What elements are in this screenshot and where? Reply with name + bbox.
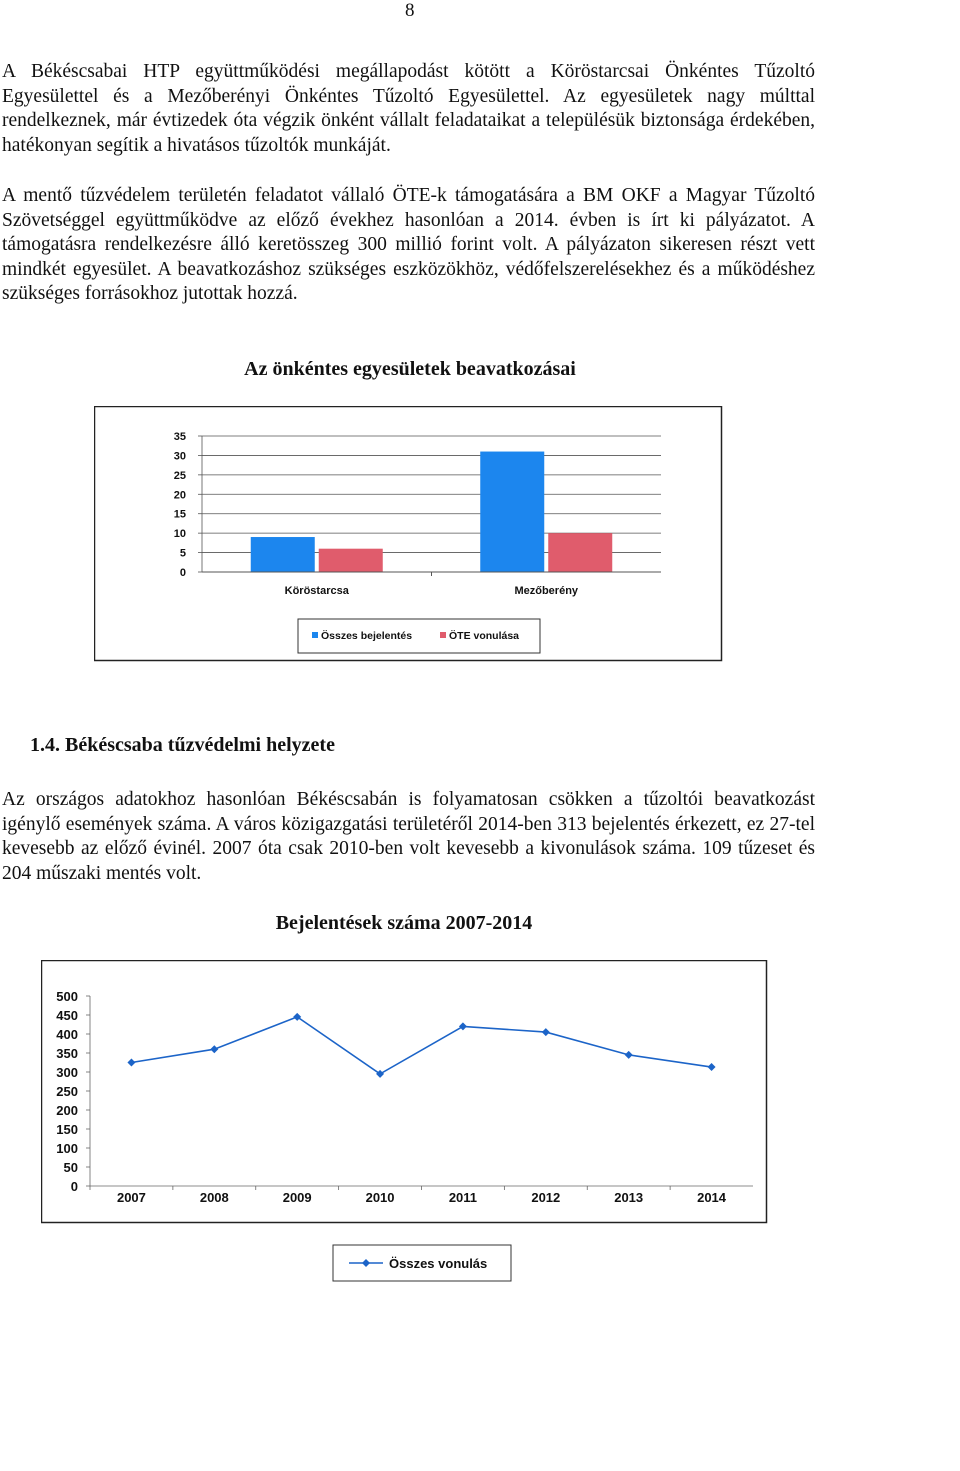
x-tick-label: Mezőberény [514, 585, 579, 597]
bar [319, 549, 383, 572]
line-chart-frame [42, 961, 767, 1223]
y-tick-label: 25 [173, 469, 186, 482]
y-tick-label: 30 [173, 450, 186, 463]
legend-swatch [440, 632, 446, 638]
x-tick-label: 2008 [199, 1190, 229, 1205]
legend-label: Összes vonulás [389, 1256, 488, 1271]
bar [548, 533, 612, 572]
x-tick-label: Köröstarcsa [284, 585, 349, 597]
bar-chart [94, 406, 724, 710]
y-tick-label: 500 [56, 989, 78, 1004]
y-tick-label: 0 [179, 567, 186, 579]
y-tick-label: 100 [56, 1141, 78, 1156]
y-tick-label: 10 [173, 528, 186, 541]
line-chart-title: Bejelentések száma 2007-2014 [275, 912, 533, 934]
y-tick-label: 35 [173, 431, 186, 443]
y-tick-label: 450 [56, 1008, 78, 1023]
y-tick-label: 350 [56, 1046, 78, 1061]
line-chart [41, 960, 781, 1286]
bar [251, 537, 315, 572]
y-tick-label: 250 [56, 1084, 78, 1099]
x-tick-label: 2010 [365, 1190, 395, 1205]
x-tick-label: 2011 [448, 1190, 478, 1205]
page-number: 8 [405, 0, 415, 21]
y-tick-label: 5 [179, 547, 186, 560]
x-tick-label: 2009 [282, 1190, 312, 1205]
y-tick-label: 15 [173, 508, 186, 521]
y-tick-label: 50 [63, 1160, 78, 1175]
paragraph-grant: A mentő tűzvédelem területén feladatot vállaló ÖTE-k támogatására a BM OKF a Magyar Tűzoltó Szövetséggel együttműködve az előző évekhez hasonlóan a 2014. évben is írt ki pályázatot. A támogatásra rendelkezésre álló keretösszeg 300 millió forint volt. A pályázaton sikeresen részt vett mindkét egyesület. A beavatkozáshoz szükséges eszközökhöz, védőfelszerelésekhez és a működéshez szükséges forrásokhoz jutottak hozzá. [2, 185, 815, 304]
y-tick-label: 150 [56, 1122, 78, 1137]
y-tick-label: 200 [56, 1103, 78, 1118]
paragraph-partnership: A Békéscsabai HTP együttműködési megállapodást kötött a Köröstarcsai Önkéntes Tűzoltó Egyesülettel és a Mezőberényi Önkéntes Tűzoltó Egyesülettel. Az egyesületek nagy múlttal rendelkeznek, már évtizedek óta végzik önként vállalt feladataikat a településük biztonsága érdekében, hatékonyan segítik a hivatásos tűzoltók munkáját. [2, 61, 815, 156]
x-tick-label: 2012 [531, 1190, 561, 1205]
legend-swatch [312, 632, 318, 638]
y-tick-label: 0 [70, 1179, 78, 1194]
line-chart-legend [333, 1245, 511, 1281]
legend-label: Összes bejelentés [321, 630, 413, 642]
bar-chart-legend [298, 619, 540, 653]
x-tick-label: 2007 [116, 1190, 146, 1205]
section-heading: 1.4. Békéscsaba tűzvédelmi helyzete [30, 734, 335, 756]
bar [480, 452, 544, 572]
legend-label: ÖTE vonulása [449, 630, 520, 642]
y-tick-label: 300 [56, 1065, 78, 1080]
y-tick-label: 400 [56, 1027, 78, 1042]
paragraph-fire-safety: Az országos adatokhoz hasonlóan Békéscsabán is folyamatosan csökken a tűzoltói beavatkozást igénylő események száma. A város közigazgatási területéről 2014-ben 313 bejelentés érkezett, ez 27-tel kevesebb az előző évinél. 2007 óta csak 2010-ben volt kevesebb a kivonulások száma. 109 tűzeset és 204 műszaki mentés volt. [2, 789, 815, 884]
y-tick-label: 20 [173, 489, 186, 502]
x-tick-label: 2014 [697, 1190, 727, 1205]
bar-chart-title: Az önkéntes egyesületek beavatkozásai [244, 358, 576, 380]
x-tick-label: 2013 [614, 1190, 644, 1205]
